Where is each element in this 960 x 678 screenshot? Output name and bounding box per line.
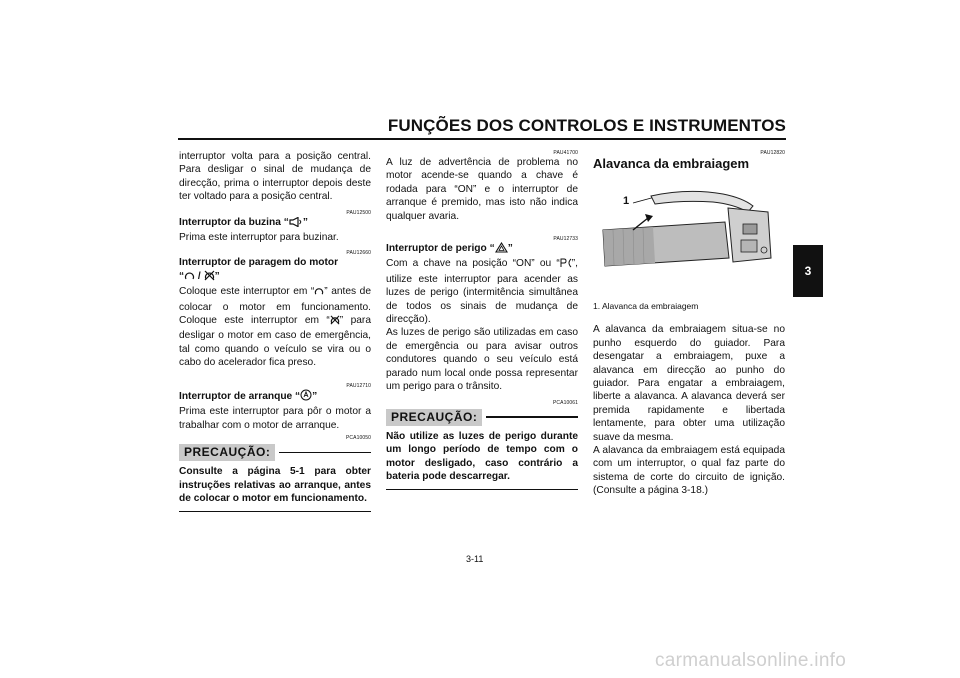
chapter-tab[interactable]: 3 bbox=[793, 245, 823, 297]
caution-label: PRECAUÇÃO: bbox=[179, 444, 275, 461]
horn-heading-text: Interruptor da buzina bbox=[179, 216, 281, 228]
section-code: PAU41700 bbox=[553, 150, 578, 156]
section-code: PAU12820 bbox=[760, 150, 785, 156]
section-code: PCA10050 bbox=[346, 434, 371, 441]
caution-label: PRECAUÇÃO: bbox=[386, 409, 482, 426]
engine-run-icon bbox=[314, 286, 324, 300]
stop-heading: Interruptor de paragem do motor bbox=[179, 257, 339, 269]
clutch-lever-illustration bbox=[593, 178, 785, 296]
stop-text: Coloque este interruptor em “ ” antes de colocar o motor em funcionamento. Coloque este interruptor em “ ” para desligar o motor em caso de emergência, tal como quando o veículo se vira ou o cabo do acelerador fica preso. bbox=[179, 286, 371, 369]
page-number: 3-11 bbox=[466, 554, 484, 564]
clutch-paragraph-2: A alavanca da embraiagem está equipada com um interruptor, o qual faz parte do sistema de corte do circuito de ignição. (Consulte a página 3-18.) bbox=[593, 445, 785, 497]
stop-text-part2: antes de colocar o motor em funcionamento. Coloque este interruptor em bbox=[179, 286, 371, 327]
watermark: carmanualsonline.info bbox=[655, 650, 847, 671]
section-code: PAU12733 bbox=[553, 236, 578, 243]
clutch-heading: Alavanca da embraiagem bbox=[593, 156, 750, 171]
section-code: PAU12660 bbox=[346, 250, 371, 257]
hazard-heading: Interruptor de perigo “ ” bbox=[386, 242, 578, 257]
section-code: PCA10061 bbox=[553, 399, 578, 406]
clutch-lever-figure bbox=[593, 178, 785, 296]
start-text: Prima este interruptor para pôr o motor a trabalhar com o motor de arranque. bbox=[179, 406, 371, 431]
hazard-text-part2: ”, utilize este interruptor para acender as luzes de perigo (intermitência simultânea de todos os sinais de mudança de direcção). bbox=[386, 258, 578, 326]
hazard-text-part1: Com a chave na posição “ON” ou “ bbox=[386, 258, 560, 270]
stop-text-part3: para desligar o motor em caso de emergência, tal como quando o veículo se vira ou o cabo do acelerador fica preso. bbox=[179, 315, 371, 369]
start-icon bbox=[300, 389, 312, 405]
horn-text: Prima este interruptor para buzinar. bbox=[179, 232, 339, 244]
figure-callout: 1 bbox=[623, 195, 630, 207]
stop-symbols: “ / ” bbox=[179, 270, 371, 285]
start-heading: Interruptor de arranque “ ” bbox=[179, 389, 371, 405]
section-code: PAU12500 bbox=[346, 209, 371, 216]
caution-text: Consulte a página 5-1 para obter instruções relativas ao arranque, antes de colocar o motor em funcionamento. bbox=[179, 466, 371, 505]
caution-box bbox=[386, 409, 578, 490]
hazard-text bbox=[386, 257, 578, 326]
section-code: PAU12710 bbox=[346, 382, 371, 389]
caution-text: Não utilize as luzes de perigo durante um longo período de tempo com o motor desligado, caso contrário a bateria pode descarregar. bbox=[386, 430, 578, 483]
caution-box bbox=[179, 444, 371, 512]
page-title: FUNÇÕES DOS CONTROLOS E INSTRUMENTOS bbox=[387, 116, 786, 135]
column-2 bbox=[386, 150, 578, 490]
caution-rule bbox=[486, 416, 578, 418]
engine-run-icon bbox=[184, 270, 195, 285]
engine-stop-icon bbox=[330, 315, 340, 329]
intro-paragraph: interruptor volta para a posição central. Para desligar o sinal de mudança de direcção, prima o interruptor depois deste ter voltado para a posição central. bbox=[179, 151, 371, 203]
horn-icon bbox=[289, 217, 303, 231]
header-rule bbox=[178, 138, 786, 140]
column-3 bbox=[593, 150, 785, 498]
hazard-triangle-icon bbox=[495, 242, 508, 257]
engine-stop-icon bbox=[204, 270, 215, 285]
clutch-paragraph-1: A alavanca da embraiagem situa-se no punho esquerdo do guiador. Para desengatar a embraiagem, puxe a alavanca em direcção ao punho do guiador. Para engatar a embraiagem, liberte a alavanca. A alavanca deverá ser premida rapidamente e libertada lentamente, para obter uma utilização suave da mesma. bbox=[593, 324, 785, 443]
parking-icon bbox=[560, 258, 572, 272]
horn-heading: Interruptor da buzina “ ” bbox=[179, 216, 371, 231]
caution-rule bbox=[279, 452, 371, 454]
column-1 bbox=[179, 150, 371, 512]
figure-caption: 1. Alavanca da embraiagem bbox=[593, 301, 699, 311]
stop-text-part1: Coloque este interruptor em bbox=[179, 286, 308, 298]
start-heading-text: Interruptor de arranque bbox=[179, 390, 293, 402]
hazard-usage-text: As luzes de perigo são utilizadas em caso de emergência ou para avisar outros condutores quando o seu veículo está parado num local onde possa representar um perigo para o trânsito. bbox=[386, 327, 578, 393]
hazard-heading-text: Interruptor de perigo bbox=[386, 243, 487, 255]
warning-light-text: A luz de advertência de problema no motor acende-se quando a chave é rodada para “ON” e o interruptor de arranque é premido, mas isto não indica qualquer avaria. bbox=[386, 157, 578, 222]
